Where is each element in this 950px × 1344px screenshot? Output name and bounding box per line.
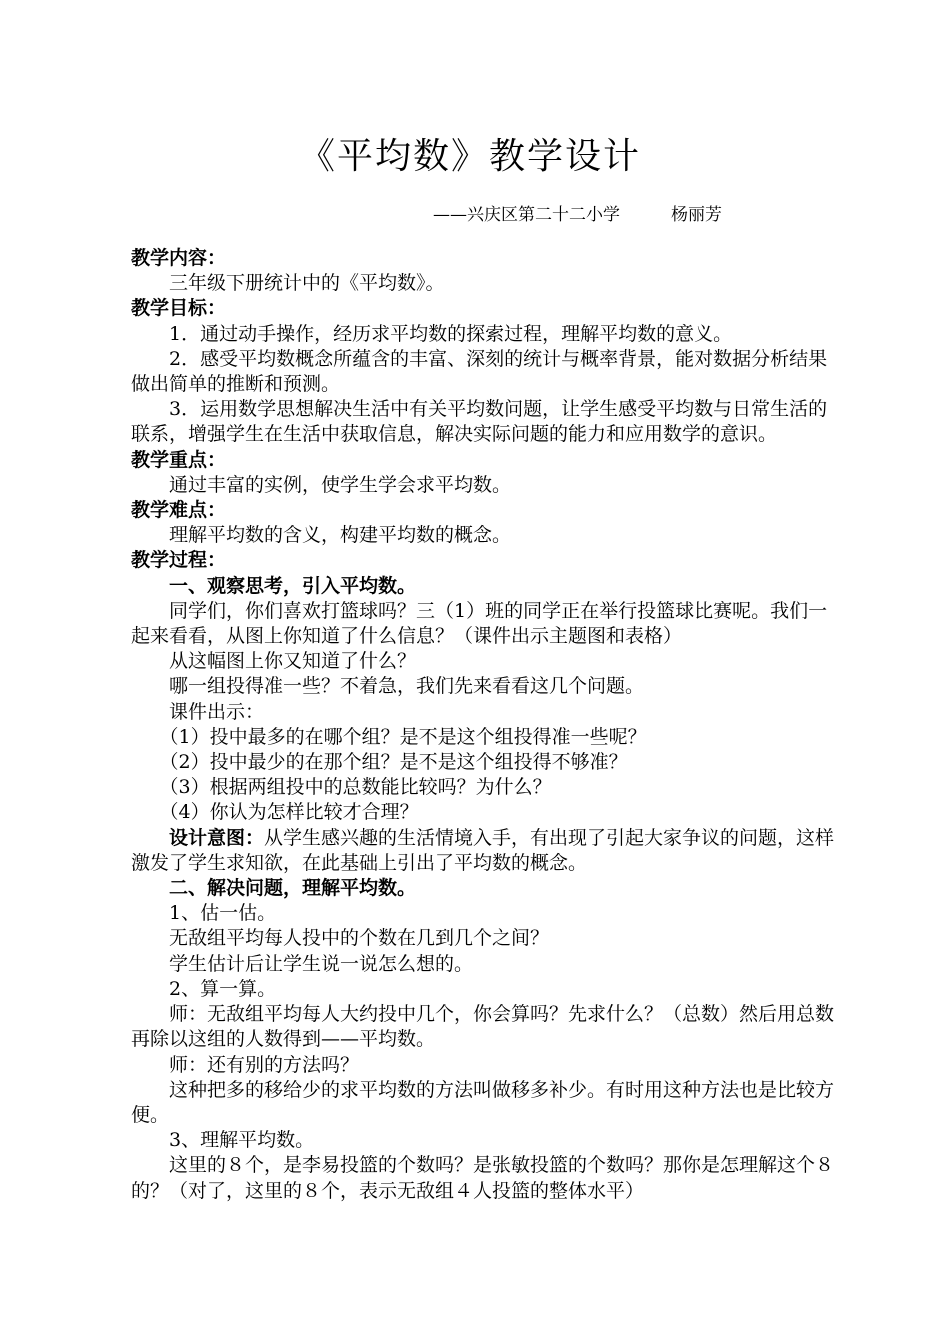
document-title: 《平均数》教学设计 [298,136,641,177]
question-1: （1）投中最多的在哪个组？是不是这个组投得准一些呢？ [159,725,647,748]
part1-paragraph: 同学们，你们喜欢打篮球吗？三（1）班的同学正在举行投篮球比赛呢。我们一起来看看，从图上你知道了什么信息？（课件出示主题图和表格） [131,599,828,648]
part1-paragraph: 课件出示： [169,700,265,723]
section-heading-key: 教学重点： [131,448,227,471]
question-2: （2）投中最少的在那个组？是不是这个组投得不够准？ [159,751,628,774]
section-heading-process: 教学过程： [131,549,227,572]
goal-3: 3．运用数学思想解决生活中有关平均数问题，让学生感受平均数与日常生活的联系，增强学生在生活中获取信息，解决实际问题的能力和应用数学的意识。 [131,398,828,446]
question-4: （4）你认为怎样比较才合理？ [159,801,419,824]
part2-paragraph: 这种把多的移给少的求平均数的方法叫做移多补少。有时用这种方法也是比较方便。 [131,1078,835,1126]
difficulty-text: 理解平均数的含义，构建平均数的概念。 [169,524,512,547]
part2-paragraph: 这里的８个，是李易投篮的个数吗？是张敏投篮的个数吗？那你是怎理解这个８的？（对了，这里的８个，表示无敌组４人投篮的整体水平） [131,1154,835,1202]
content-text: 三年级下册统计中的《平均数》。 [169,272,445,295]
part2-paragraph: 师：无敌组平均每人大约投中几个，你会算吗？先求什么？（总数）然后用总数再除以这组的人数得到——平均数。 [131,1003,835,1051]
document-body [131,246,836,1204]
step-3: 3、理解平均数。 [169,1129,315,1152]
question-3: （3）根据两组投中的总数能比较吗？为什么？ [159,776,552,799]
part1-paragraph: 哪一组投得准一些？不着急，我们先来看看这几个问题。 [169,675,645,698]
part2-paragraph: 无敌组平均每人投中的个数在几到几个之间？ [169,927,550,950]
step-1: 1、估一估。 [169,902,277,925]
design-intent-text: 从学生感兴趣的生活情境入手，有出现了引起大家争议的问题，这样激发了学生求知欲，在此基础上引出了平均数的概念。 [131,826,835,874]
part1-paragraph: 从这幅图上你又知道了什么？ [169,650,417,673]
design-intent [131,826,836,876]
part2-paragraph: 学生估计后让学生说一说怎么想的。 [169,952,474,975]
goal-1: 1．通过动手操作，经历求平均数的探索过程，理解平均数的意义。 [169,322,733,345]
key-text: 通过丰富的实例，使学生学会求平均数。 [169,473,512,496]
section-heading-difficulty: 教学难点： [131,499,227,522]
step-2: 2、算一算。 [169,977,277,1000]
goal-2: 2．感受平均数概念所蕴含的丰富、深刻的统计与概率背景，能对数据分析结果做出简单的推断和预测。 [131,347,828,396]
section-heading-content: 教学内容： [131,247,227,269]
design-intent-label: 设计意图： [169,826,265,849]
part1-heading: 一、观察思考，引入平均数。 [169,574,417,597]
part2-heading: 二、解决问题，理解平均数。 [169,877,417,900]
section-heading-goals: 教学目标： [131,297,227,320]
author-line: ——兴庆区第二十二小学 杨丽芳 [433,205,722,225]
part2-paragraph: 师：还有别的方法吗？ [169,1053,360,1076]
